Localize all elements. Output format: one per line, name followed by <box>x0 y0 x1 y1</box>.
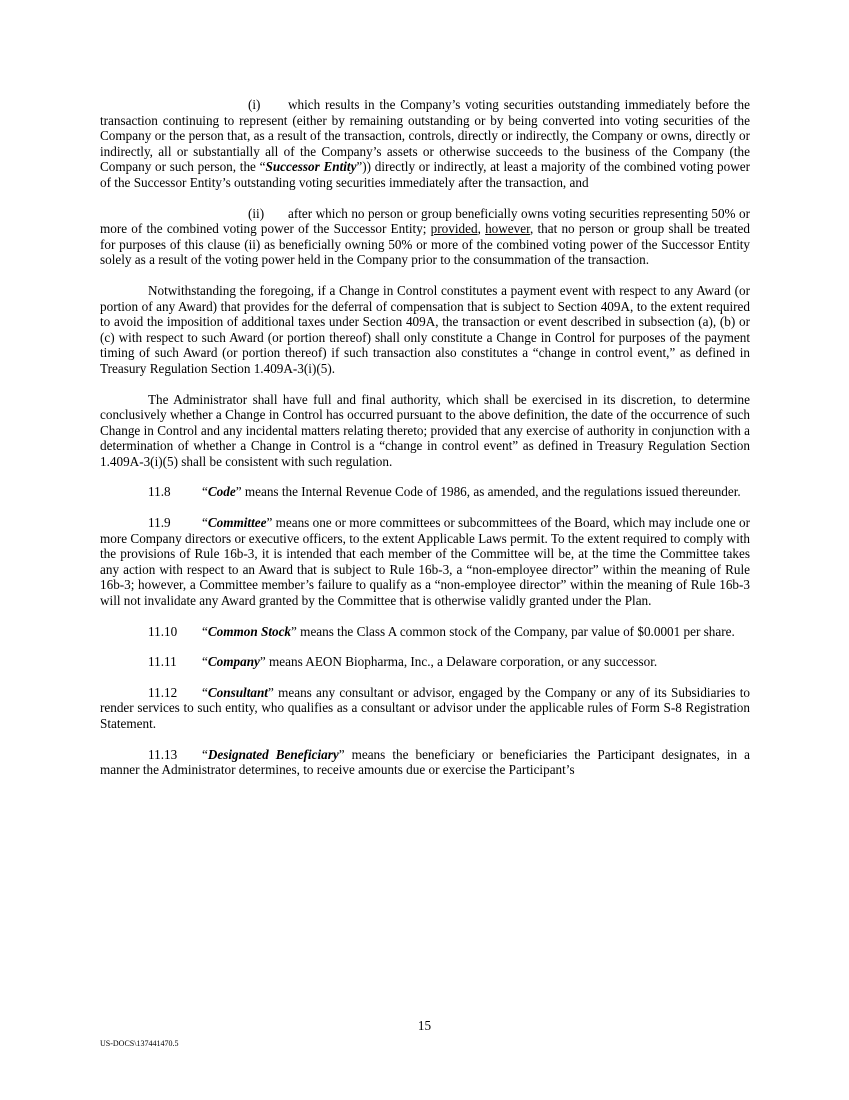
definition-11-13: 11.13 “Designated Beneficiary” means the beneficiary or beneficiaries the Participant designates, in a manner the Administrator determines, to receive amounts due or exercise the Participant’s <box>100 746 751 778</box>
section-number: 11.8 <box>148 484 171 500</box>
defined-term: Committee <box>207 515 267 531</box>
definition-11-12: 11.12 “Consultant” means any consultant or advisor, engaged by the Company or any of its Subsidiaries to render services to such entity, who qualifies as a consultant or advisor under the applicable rules of Form S-8 Registration Statement. <box>100 684 750 731</box>
defined-term: Common Stock <box>207 623 292 639</box>
section-number: 11.10 <box>148 623 178 639</box>
clause-number: (i) <box>248 97 261 112</box>
defined-term: Designated Beneficiary <box>207 746 339 762</box>
clause-ii: (ii) after which no person or group beneficially owns voting securities representing 50% or more of the combined voting power of the Successor Entity; provided, however, that no person or group shall be treated for purposes of this clause (ii) as beneficially owning 50% or more of the combined voting power of the Successor Entity solely as a result of the voting power held in the Company prior to the consummation of the transaction. <box>100 205 751 268</box>
definition-11-10: 11.10 “Common Stock” means the Class A common stock of the Company, par value of $0.0001 per share. <box>148 623 735 639</box>
clause-i: (i) which results in the Company’s voting securities outstanding immediately before the transaction continuing to represent (either by remaining outstanding or by being converted into voting securities of the Company or the person that, as a result of the transaction, controls, directly or indirectly, the Company or owns, directly or indirectly, all or substantially all of the Company’s assets or otherwise succeeds to the business of the Company (the Company or such person, the “Successor Entity”)) directly or indirectly, at least a majority of the combined voting power of the Successor Entity’s outstanding voting securities immediately after the transaction, and <box>100 97 750 190</box>
section-number: 11.9 <box>148 515 171 531</box>
definition-11-9: 11.9 “Committee” means one or more committees or subcommittees of the Board, which may include one or more Company directors or executive officers, to the extent Applicable Laws permit. To the extent required to comply with the provisions of Rule 16b-3, it is intended that each member of the Committee will be, at the time the Committee takes any action with respect to an Award that is subject to Rule 16b-3, a “non-employee director” within the meaning of Rule 16b-3; however, a Committee member’s failure to qualify as a “non-employee director” within the meaning of Rule 16b-3 will not invalidate any Award granted by the Committee that is otherwise validly granted under the Plan. <box>100 515 750 609</box>
definition-11-11: 11.11 “Company” means AEON Biopharma, Inc., a Delaware corporation, or any successor. <box>148 654 658 670</box>
defined-term: Successor Entity <box>265 159 357 175</box>
section-number: 11.11 <box>148 654 177 670</box>
clause-number: (ii) <box>248 205 265 221</box>
defined-term: Code <box>207 484 236 500</box>
section-number: 11.13 <box>148 746 178 762</box>
definition-11-8: 11.8 “Code” means the Internal Revenue Code of 1986, as amended, and the regulations issued thereunder. <box>148 484 741 500</box>
page-number: 15 <box>417 1018 432 1033</box>
document-body <box>100 97 750 793</box>
section-number: 11.12 <box>148 684 178 700</box>
administrator-paragraph: The Administrator shall have full and final authority, which shall be exercised in its discretion, to determine conclusively whether a Change in Control has occurred pursuant to the above definition, the date of the occurrence of such Change in Control and any incidental matters relating thereto; provided that any exercise of authority in conjunction with a determination of whether a Change in Control is a “change in control event” as defined in Treasury Regulation Section 1.409A-3(i)(5) shall be consistent with such regulation. <box>100 391 750 469</box>
document-id: US-DOCS\137441470.5 <box>100 1039 179 1048</box>
defined-term: Company <box>207 654 260 670</box>
defined-term: Consultant <box>207 684 268 700</box>
notwithstanding-paragraph: Notwithstanding the foregoing, if a Change in Control constitutes a payment event with respect to any Award (or portion of any Award) that provides for the deferral of compensation that is subject to Section 409A, to the extent required to avoid the imposition of additional taxes under Section 409A, the transaction or event described in subsection (a), (b) or (c) with respect to such Award (or portion thereof) shall only constitute a Change in Control for purposes of the payment timing of such Award (or portion thereof) if such transaction also constitutes a “change in control event,” as defined in Treasury Regulation Section 1.409A-3(i)(5). <box>100 282 750 376</box>
